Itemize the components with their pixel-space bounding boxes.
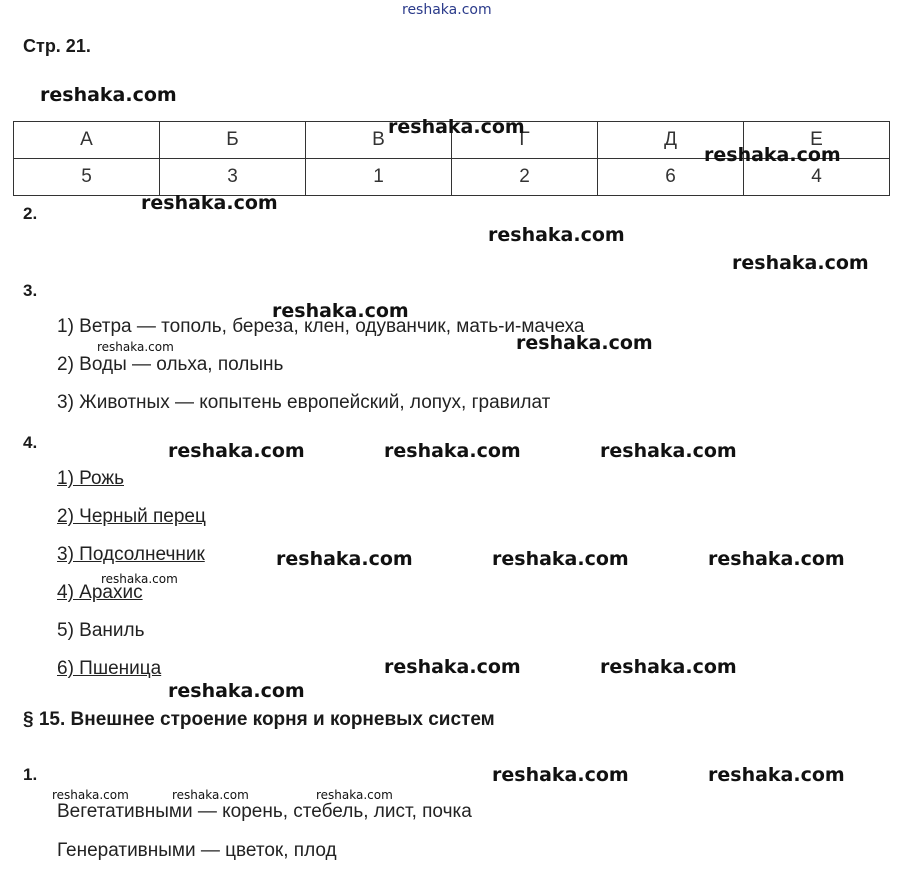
watermark: reshaka.com xyxy=(492,764,629,786)
watermark: reshaka.com xyxy=(492,548,629,570)
table-cell: 6 xyxy=(598,159,744,196)
list-item: 2) Воды — ольха, полынь xyxy=(57,354,284,375)
watermark-top: reshaka.com xyxy=(402,2,492,18)
task-2-label: 2. xyxy=(23,204,38,223)
watermark: reshaka.com xyxy=(600,440,737,462)
section-heading: § 15. Внешнее строение корня и корневых систем xyxy=(23,709,495,730)
list-item: 3) Животных — копытень европейский, лопух, гравилат xyxy=(57,392,551,413)
watermark: reshaka.com xyxy=(708,548,845,570)
list-item: 5) Ваниль xyxy=(57,620,145,641)
watermark: reshaka.com xyxy=(141,192,278,214)
watermark: reshaka.com xyxy=(168,680,305,702)
answer-line: Генеративными — цветок, плод xyxy=(57,840,337,861)
watermark: reshaka.com xyxy=(97,340,174,354)
answer-line: Вегетативными — корень, стебель, лист, почка xyxy=(57,801,472,822)
watermark: reshaka.com xyxy=(276,548,413,570)
list-item: 4) Арахис xyxy=(57,582,143,603)
watermark: reshaka.com xyxy=(384,656,521,678)
watermark: reshaka.com xyxy=(600,656,737,678)
watermark: reshaka.com xyxy=(384,440,521,462)
watermark: reshaka.com xyxy=(52,788,129,802)
table-cell: Б xyxy=(160,122,306,159)
task-3-label: 3. xyxy=(23,281,38,300)
table-cell: Д xyxy=(598,122,744,159)
watermark: reshaka.com xyxy=(316,788,393,802)
table-cell: 3 xyxy=(160,159,306,196)
watermark: reshaka.com xyxy=(704,144,841,166)
table-cell: Г xyxy=(452,122,598,159)
section-task-1-label: 1. xyxy=(23,765,38,784)
watermark: reshaka.com xyxy=(708,764,845,786)
watermark: reshaka.com xyxy=(516,332,653,354)
watermark: reshaka.com xyxy=(172,788,249,802)
watermark: reshaka.com xyxy=(168,440,305,462)
table-cell: А xyxy=(14,122,160,159)
watermark: reshaka.com xyxy=(488,224,625,246)
list-item: 6) Пшеница xyxy=(57,658,162,679)
watermark: reshaka.com xyxy=(272,300,409,322)
table-cell: Е xyxy=(744,122,890,159)
page-title: Стр. 21. xyxy=(23,36,91,56)
list-item: 2) Черный перец xyxy=(57,506,206,527)
list-item: 1) Рожь xyxy=(57,468,124,489)
table-cell: 5 xyxy=(14,159,160,196)
watermark: reshaka.com xyxy=(732,252,869,274)
table-cell: 2 xyxy=(452,159,598,196)
task-4-label: 4. xyxy=(23,433,38,452)
watermark: reshaka.com xyxy=(40,84,177,106)
watermark: reshaka.com xyxy=(388,116,525,138)
list-item: 3) Подсолнечник xyxy=(57,544,205,565)
watermark: reshaka.com xyxy=(101,572,178,586)
table-cell: В xyxy=(306,122,452,159)
list-item: 1) Ветра — тополь, береза, клен, одуванчик, мать-и-мачеха xyxy=(57,316,585,337)
table-cell: 1 xyxy=(306,159,452,196)
table-cell: 4 xyxy=(744,159,890,196)
